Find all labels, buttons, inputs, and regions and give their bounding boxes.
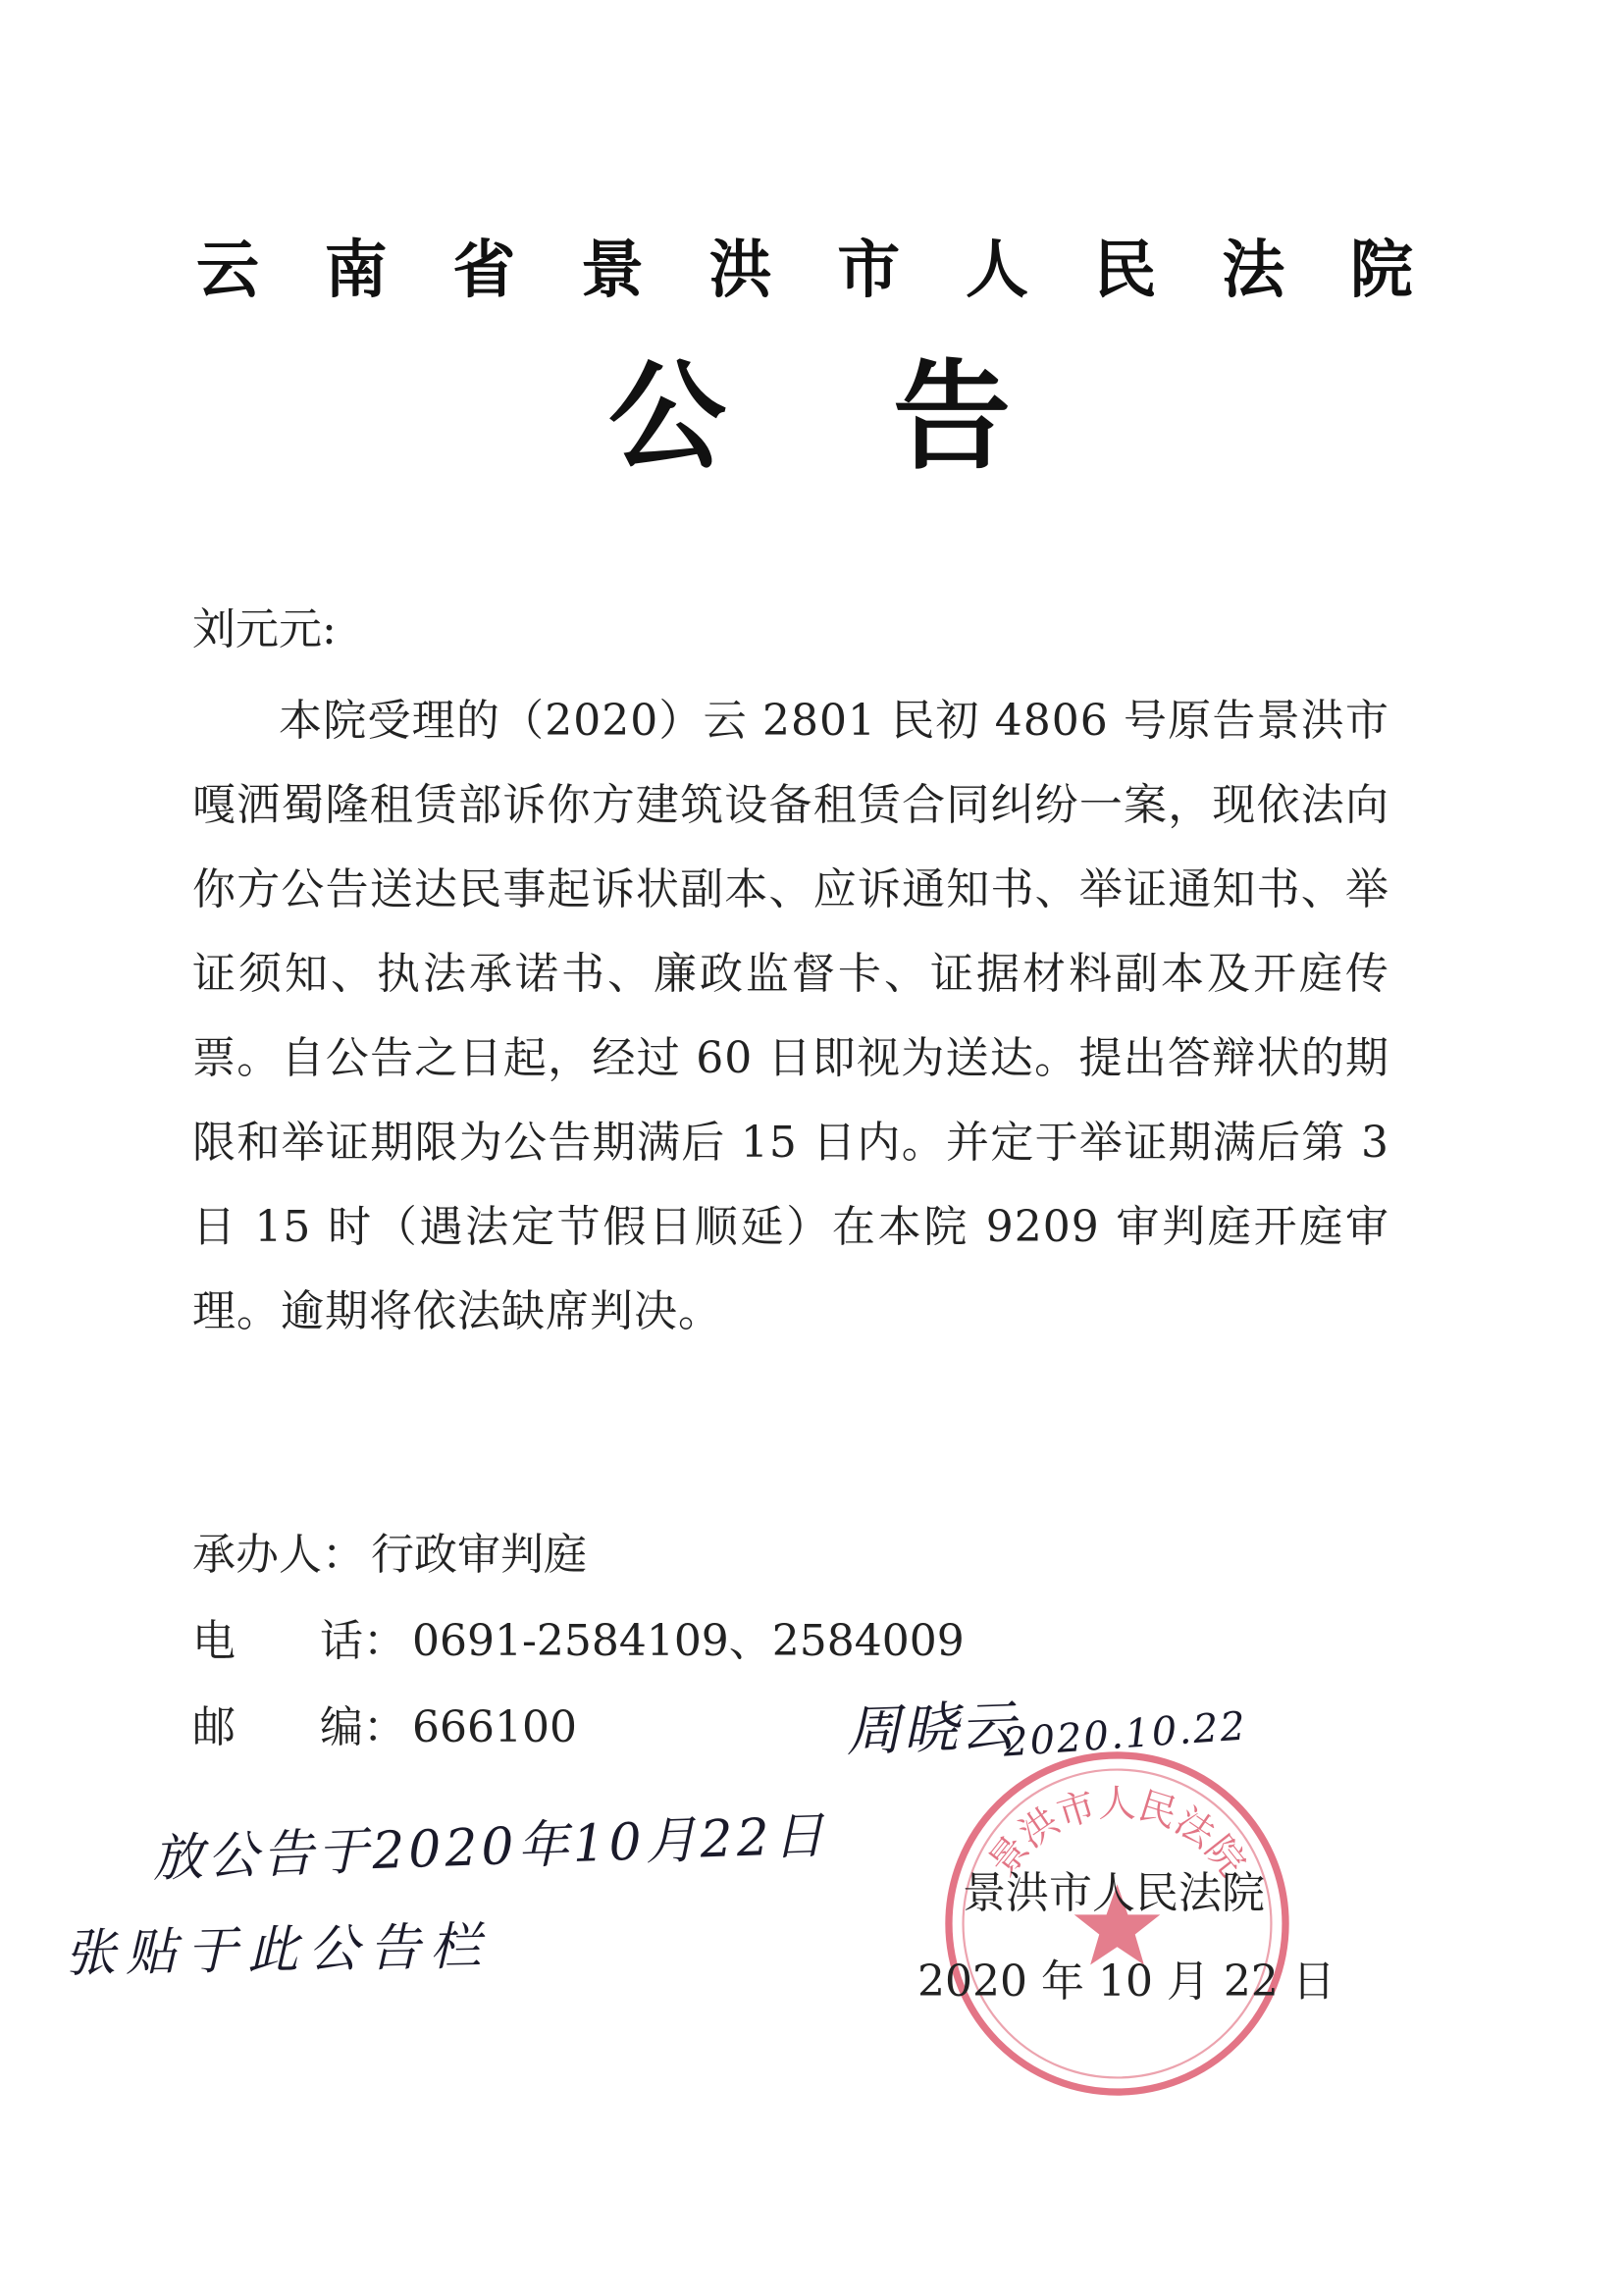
colon: ： xyxy=(363,1616,406,1666)
handwritten-posting-note-line2: 张贴于此公告栏 xyxy=(64,1917,492,1984)
handler-label: 承办人 xyxy=(192,1530,322,1580)
issue-date: 2020 年 10 月 22 日 xyxy=(917,1957,1335,2007)
title-char: 告 xyxy=(893,349,1011,486)
phone-label xyxy=(192,1612,363,1698)
issuer-name: 景洪市人民法院 xyxy=(963,1868,1265,1918)
court-name-char: 洪 xyxy=(708,235,772,307)
phone-label-char: 话 xyxy=(320,1616,363,1666)
postcode-value: 666100 xyxy=(412,1702,577,1752)
court-name-char: 法 xyxy=(1222,235,1285,307)
court-name-char: 省 xyxy=(452,235,516,307)
court-name-heading xyxy=(196,224,1413,306)
phone-label-char: 电 xyxy=(192,1616,236,1666)
postcode-label-char: 邮 xyxy=(192,1702,236,1752)
court-name-char: 院 xyxy=(1349,235,1413,307)
colon: ： xyxy=(322,1530,365,1580)
court-name-char: 景 xyxy=(580,235,644,307)
handwritten-posting-note-line1: 放公告于2020年10月22日 xyxy=(151,1805,829,1889)
handwritten-signature-date: 2020.10.22 xyxy=(1001,1703,1249,1766)
court-name-char: 民 xyxy=(1093,235,1157,307)
phone-row xyxy=(192,1612,965,1698)
salutation: 刘元元: xyxy=(192,604,337,654)
handwritten-signature: 周晓云 xyxy=(845,1694,1019,1765)
phone-value: 0691-2584109、2584009 xyxy=(412,1616,965,1666)
title-char: 公 xyxy=(608,349,726,486)
court-name-char: 南 xyxy=(324,235,388,307)
postcode-label xyxy=(192,1698,363,1785)
handler-value: 行政审判庭 xyxy=(371,1530,587,1580)
court-name-char: 人 xyxy=(965,235,1028,307)
court-seal xyxy=(938,1745,1296,2103)
handler-row xyxy=(192,1526,965,1612)
court-name-char: 市 xyxy=(837,235,901,307)
seal-text: 景洪市人民法院 xyxy=(979,1782,1255,1885)
colon: ： xyxy=(363,1702,406,1752)
postcode-label-char: 编 xyxy=(320,1702,363,1752)
notice-body: 本院受理的（2020）云 2801 民初 4806 号原告景洪市嘎洒蜀隆租赁部诉你方建筑设备租赁合同纠纷一案，现依法向你方公告送达民事起诉状副本、应诉通知书、举证通知书、举证须知、执法承诺书、廉政监督卡、证据材料副本及开庭传票。自公告之日起，经过 60 日即视为送达。提出答辩状的期限和举证期限为公告期满后 15 日内。并定于举证期满后第 3 日 15 时（遇法定节假日顺延）在本院 9209 审判庭开庭审理。逾期将依法缺席判决。 xyxy=(192,696,1389,1336)
notice-title xyxy=(608,339,1011,486)
court-name-char: 云 xyxy=(196,235,259,307)
